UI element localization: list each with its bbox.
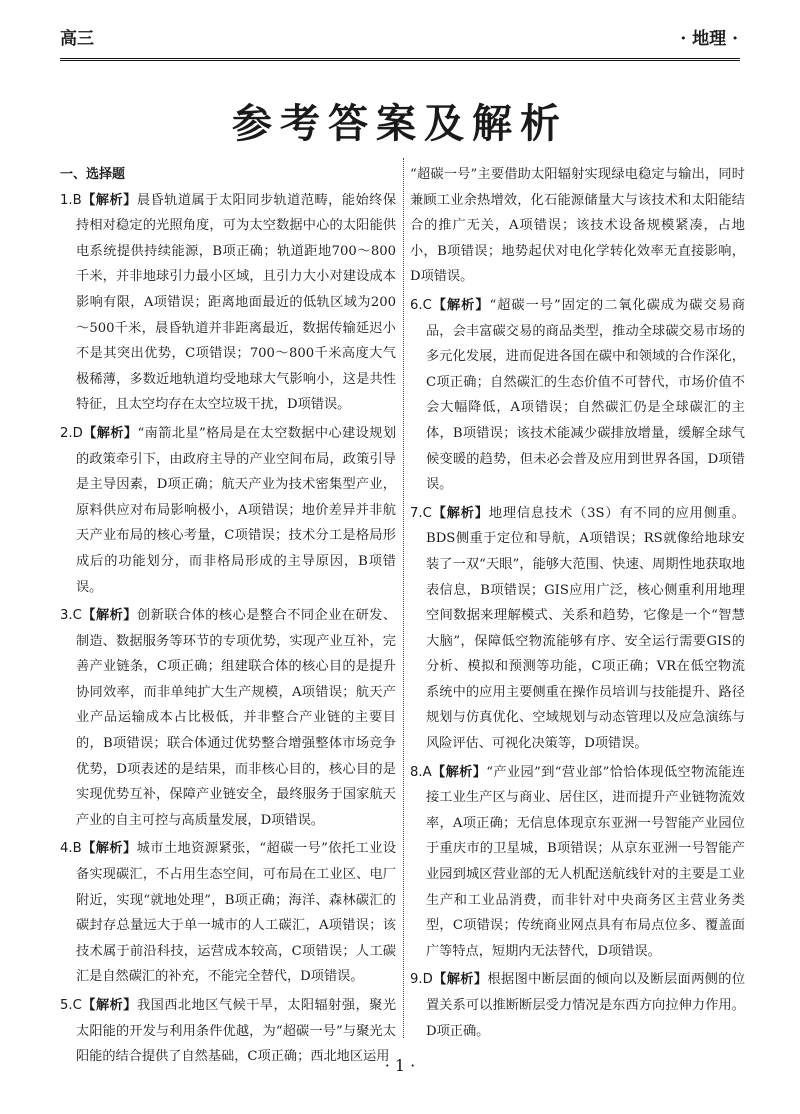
answer-text: 创新联合体的核心是整合不同企业在研发、制造、数据服务等环节的专项优势，实现产业互补，完善产业链条，C项正确；组建联合体的核心目的是提升协同效率，而非单纯扩大生产规模，A项错误；航天产业产品运输成本占比极低，并非整合产业链的主要目的，B项错误；联合体通过优势整合增强整体市场竞争优势，D项表述的是结果，而非核心目的，核心目的是实现优势互补，保障产业链安全，最终服务于国家航天产业的自主可控与高质量发展，D项错误。 — [76, 608, 397, 828]
section-title: 一、选择题 — [60, 167, 126, 182]
analysis-tag: 【解析】 — [81, 192, 137, 208]
answer-text: 地理信息技术（3S）有不同的应用侧重。BDS侧重于定位和导航，A项错误；RS就像给地球安装了一双“天眼”，能够大范围、快速、周期性地获取地表信息，B项错误；GIS应用广泛，核心侧重利用地理空间数据来理解模式、关系和趋势，它像是一个“智慧大脑”，保障低空物流能够有序、安全运行需要GIS的分析、模拟和预测等功能，C项正确；VR在低空物流系统中的应用主要侧重在操作员培训与技能提升、路径规划与仿真优化、空域规划与动态管理以及应急演练与风险评估、可视化决策等，D项错误。 — [426, 505, 745, 752]
answer-item — [60, 603, 396, 833]
analysis-tag: 【解析】 — [81, 841, 137, 857]
answer-number: 6. — [410, 297, 423, 313]
answer-text: “超碳一号”固定的二氧化碳成为碳交易商品，会丰富碳交易的商品类型，推动全球碳交易市场的多元化发展，进而促进各国在碳中和领域的合作深化，C项正确；自然碳汇的生态价值不可替代，市场价值不会大幅降低，A项错误；自然碳汇仍是全球碳汇的主体，B项错误；该技术能减少碳排放增量，缓解全球气候变暖的趋势，但未必会普及应用到世界各国，D项错误。 — [426, 297, 746, 493]
answer-number: 9. — [410, 972, 423, 988]
grade-label: 高三 — [60, 29, 94, 49]
subject-label: · 地理 · — [680, 29, 738, 49]
answer-letter: C — [422, 505, 432, 521]
answer-item — [60, 421, 396, 600]
column-divider — [403, 158, 404, 1038]
answer-item — [410, 760, 745, 965]
answer-item — [410, 501, 745, 757]
answer-item — [410, 967, 745, 1044]
answer-number: 3. — [60, 608, 73, 624]
answer-letter: D — [422, 972, 433, 988]
page-number: · 1 · — [384, 1056, 416, 1075]
answer-number: 8. — [410, 764, 423, 780]
answer-text: 晨昏轨道属于太阳同步轨道范畴，能始终保持相对稳定的光照角度，可为太空数据中心的太阳能供电系统提供持续能源，B项正确；轨道距地700～800千米，并非地球引力最小区域，且引力大小对建设成本影响有限，A项错误；距离地面最近的低轨区域为200～500千米，晨昏轨道并非距离最近，数据传输延迟小不是其突出优势，C项错误；700～800千米高度大气极稀薄，多数近地轨道均受地球大气影响小，这是共性特征，且太空均存在太空垃圾干扰，D项错误。 — [76, 192, 397, 413]
answer-text: “南箭北星”格局是在太空数据中心建设规划的政策牵引下，由政府主导的产业空间布局，政策引导是主导因素，D项正确；航天产业为技术密集型产业，原料供应对布局影响极小，A项错误；地价差异并非航天产业布局的核心考量，C项错误；技术分工是格局形成后的功能划分，而非格局形成的主导原因，B项错误。 — [76, 425, 397, 595]
analysis-tag: 【解析】 — [431, 764, 487, 780]
answer-letter: C — [422, 297, 432, 313]
answer-item — [60, 188, 396, 418]
header-rule — [60, 58, 740, 64]
analysis-tag: 【解析】 — [431, 505, 489, 521]
answer-letter: C — [72, 608, 82, 624]
analysis-tag: 【解析】 — [431, 297, 490, 313]
answer-number: 4. — [60, 841, 73, 857]
answer-letter: A — [422, 764, 432, 780]
answer-number: 1. — [60, 192, 73, 208]
answer-letter: B — [72, 192, 82, 208]
answer-continuation: “超碳一号”主要借助太阳辐射实现绿电稳定与输出，同时兼顾工业余热增效，化石能源储量大与该技术和太阳能结合的推广无关，A项错误；该技术设备规模紧凑，占地小，B项错误；地势起伏对电化学转化效率无直接影响，D项错误。 — [410, 167, 745, 285]
answer-text: 根据图中断层面的倾向以及断层面两侧的位置关系可以推断断层受力情况是东西方向拉伸力作用。D项正确。 — [426, 972, 746, 1039]
right-column — [410, 162, 745, 1047]
answer-text: 城市土地资源紧张，“超碳一号”依托工业设备实现碳汇，不占用生态空间，可布局在工业区、电厂附近，实现“就地处理”，B项正确；海洋、森林碳汇的碳封存总量远大于单一城市的人工碳汇，A项错误；该技术属于前沿科技，运营成本较高，C项错误；人工碳汇是自然碳汇的补充，不能完全替代，D项错误。 — [76, 841, 397, 985]
answer-number: 7. — [410, 505, 423, 521]
answer-letter: D — [72, 425, 83, 441]
left-column — [60, 162, 396, 1073]
answer-text: 我国西北地区气候干旱，太阳辐射强，聚光太阳能的开发与利用条件优越，为“超碳一号”与聚光太阳能的结合提供了自然基础，C项正确；西北地区运用 — [76, 998, 397, 1065]
page-title: 参考答案及解析 — [232, 101, 568, 147]
answer-item — [410, 293, 745, 498]
answer-number: 5. — [60, 998, 73, 1013]
answer-number: 2. — [60, 425, 73, 441]
answer-letter: B — [72, 841, 82, 857]
analysis-tag: 【解析】 — [82, 425, 138, 441]
analysis-tag: 【解析】 — [81, 608, 137, 624]
answer-letter: C — [72, 998, 82, 1013]
answer-text: “产业园”到“营业部”恰恰体现低空物流能连接工业生产区与商业、居住区，进而提升产业链物流效率，A项正确；无信息体现京东亚洲一号智能产业园位于重庆市的卫星城，B项错误；从京东亚洲一号智能产业园到城区营业部的无人机配送航线针对的主要是工业生产和工业品消费，而非针对中央商务区主营业务类型，C项错误；传统商业网点具有布局点位多、覆盖面广等特点，短期内无法替代，D项错误。 — [426, 764, 746, 959]
analysis-tag: 【解析】 — [81, 998, 137, 1013]
answer-item — [60, 836, 396, 990]
analysis-tag: 【解析】 — [432, 972, 488, 988]
